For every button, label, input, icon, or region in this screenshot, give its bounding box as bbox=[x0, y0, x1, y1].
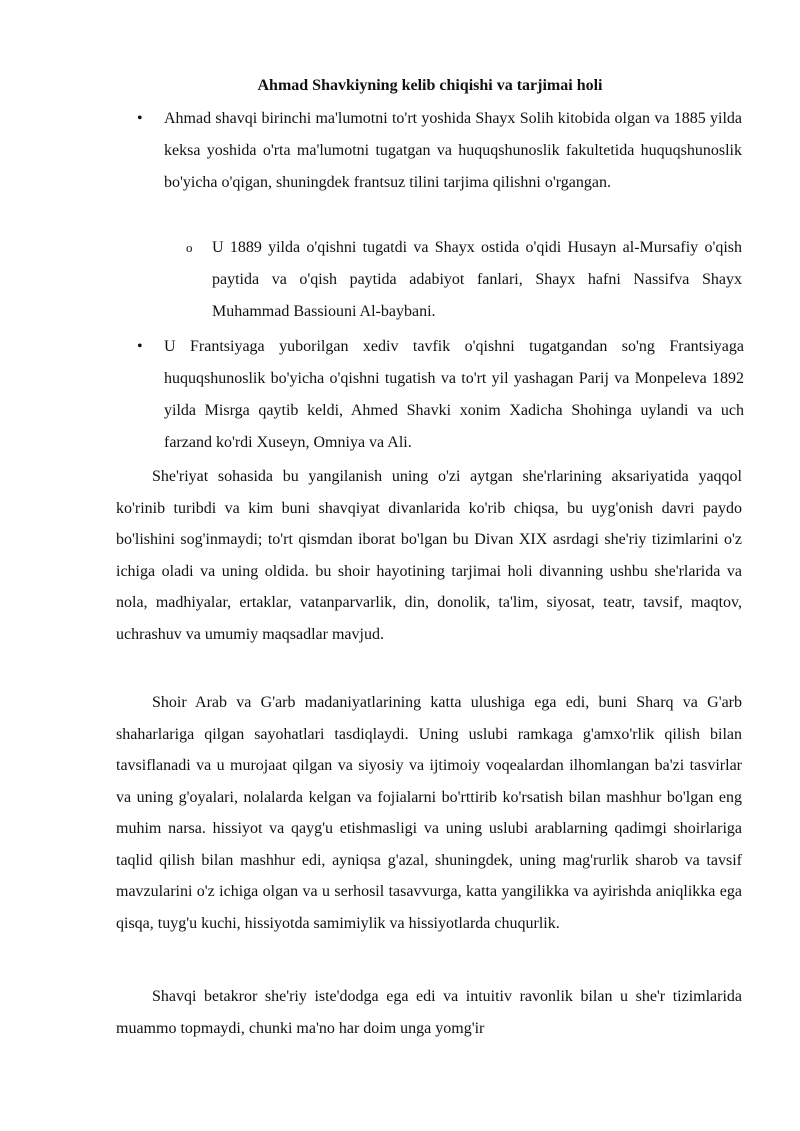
body-paragraph: Shoir Arab va G'arb madaniyatlarining katta ulushiga ega edi, buni Sharq va G'arb shaharlariga qilgan sayohatlari tasdiqlaydi. Uning uslubi ramkaga g'amxo'rlik qilish bilan tavsiflanadi va u murojaat qilgan va siyosiy va ijtimoiy voqealardan ilhomlangan ba'zi tasvirlar va uning g'oyalari, nolalarda kelgan va fojialarni bo'rttirib ko'rsatish bilan mashhur bo'lgan eng muhim narsa. hissiyot va qayg'u etishmasligi va uning uslubi arablarning qadimgi shoirlariga taqlid qilish bilan mashhur edi, ayniqsa g'azal, shuningdek, uning mag'rurlik sharob va tavsif mavzularini o'z ichiga olgan va u serhosil tasavvurga, katta yangilikka va ayirishda aniqlikka ega qisqa, tuyg'u kuchi, hissiyotda samimiylik va hissiyotlarda chuqurlik. bbox=[116, 694, 742, 932]
list-item: Ahmad shavqi birinchi ma'lumotni to'rt yoshida Shayx Solih kitobida olgan va 1885 yilda keksa yoshida o'rta ma'lumotni tugatgan va huquqshunoslik fakultetida huquqshunoslik bo'yicha o'qigan, shuningdek frantsuz tilini tarjima qilishni o'rgangan. bbox=[164, 110, 742, 191]
sub-bullet-marker: o bbox=[186, 240, 193, 255]
bullet-marker: • bbox=[137, 338, 143, 355]
document-title: Ahmad Shavkiyning kelib chiqishi va tarjimai holi bbox=[257, 77, 603, 94]
bullet-marker: • bbox=[137, 110, 143, 127]
list-item: U Frantsiyaga yuborilgan xediv tavfik o'qishni tugatgandan so'ng Frantsiyaga huquqshunoslik bo'yicha o'qishni tugatish va to'rt yil yashagan Parij va Monpeleva 1892 yilda Misrga qaytib keldi, Ahmed Shavki xonim Xadicha Shohinga uylandi va uch farzand ko'rdi Xuseyn, Omniya va Ali. bbox=[164, 338, 744, 451]
body-paragraph: She'riyat sohasida bu yangilanish uning o'zi aytgan she'rlarining aksariyatida yaqqol ko'rinib turibdi va kim buni shavqiyat divanlarida ko'rib chiqsa, bu uyg'onish davri paydo bo'lishini sog'inmaydi; to'rt qismdan iborat bo'lgan bu Divan XIX asrdagi she'riy tizimlarini o'z ichiga oladi va uning oldida. bu shoir hayotining tarjimai holi divanning ushbu she'rlarida va nola, madhiyalar, ertaklar, vatanparvarlik, din, donolik, ta'lim, siyosat, teatr, tavsif, maqtov, uchrashuv va umumiy maqsadlar mavjud. bbox=[116, 468, 742, 643]
body-paragraph: Shavqi betakror she'riy iste'dodga ega edi va intuitiv ravonlik bilan u she'r tizimlarida muammo topmaydi, chunki ma'no har doim unga yomg'ir bbox=[116, 988, 742, 1037]
sub-list-item: U 1889 yilda o'qishni tugatdi va Shayx ostida o'qidi Husayn al-Mursafiy o'qish paytida va o'qish paytida adabiyot fanlari, Shayx hafni Nassifva Shayx Muhammad Bassiouni Al-baybani. bbox=[212, 239, 742, 320]
